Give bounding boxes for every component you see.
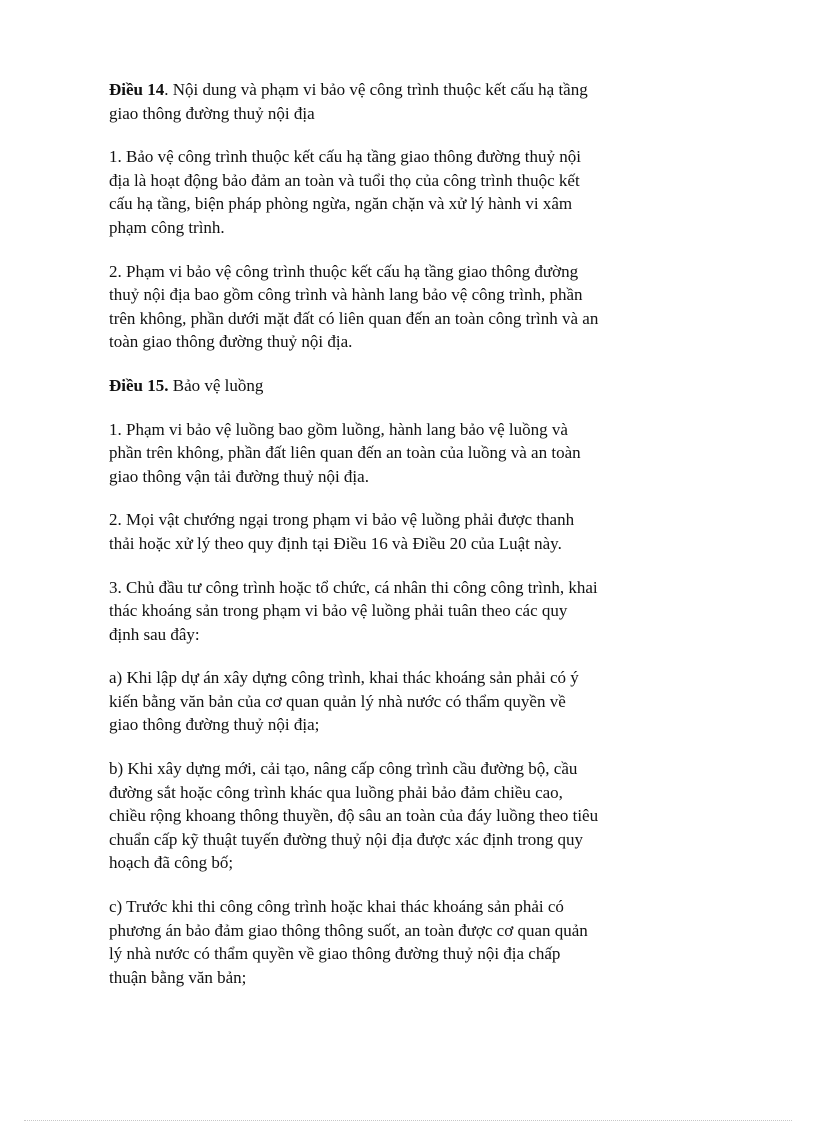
article-15-title: Bảo vệ luồng <box>168 375 264 395</box>
article-14-title: . Nội dung và phạm vi bảo vệ công trình thuộc kết cấu hạ tầng giao thông đường thuỷ nội địa <box>109 80 588 123</box>
article-15-point-a: a) Khi lập dự án xây dựng công trình, khai thác khoáng sản phải có ý kiến bằng văn bản của cơ quan quản lý nhà nước có thẩm quyền về giao thông đường thuỷ nội địa; <box>109 668 579 735</box>
article-14-heading <box>109 78 599 125</box>
article-15-label: Điều 15. <box>109 375 169 395</box>
article-14-clause-1: 1. Bảo vệ công trình thuộc kết cấu hạ tầng giao thông đường thuỷ nội địa là hoạt động bảo đảm an toàn và tuổi thọ của công trình thuộc kết cấu hạ tầng, biện pháp phòng ngừa, ngăn chặn và xử lý hành vi xâm phạm công trình. <box>109 147 581 237</box>
document-body <box>109 78 599 1009</box>
page-bottom-divider <box>24 1120 792 1121</box>
article-15-point-c: c) Trước khi thi công công trình hoặc khai thác khoáng sản phải có phương án bảo đảm giao thông thông suốt, an toàn được cơ quan quản lý nhà nước có thẩm quyền về giao thông đường thuỷ nội địa chấp thuận bằng văn bản; <box>109 897 588 987</box>
article-15-heading <box>109 374 599 398</box>
article-15-clause-1: 1. Phạm vi bảo vệ luồng bao gồm luồng, hành lang bảo vệ luồng và phần trên không, phần đất liên quan đến an toàn của luồng và an toàn giao thông vận tải đường thuỷ nội địa. <box>109 419 581 486</box>
article-15-point-b: b) Khi xây dựng mới, cải tạo, nâng cấp công trình cầu đường bộ, cầu đường sắt hoặc công trình khác qua luồng phải bảo đảm chiều cao, chiều rộng khoang thông thuyền, độ sâu an toàn của đáy luồng theo tiêu chuẩn cấp kỹ thuật tuyến đường thuỷ nội địa được xác định trong quy hoạch đã công bố; <box>109 759 599 873</box>
article-14-label: Điều 14 <box>109 80 165 99</box>
article-14-clause-2: 2. Phạm vi bảo vệ công trình thuộc kết cấu hạ tầng giao thông đường thuỷ nội địa bao gồm công trình và hành lang bảo vệ công trình, phần trên không, phần dưới mặt đất có liên quan đến an toàn công trình và an toàn giao thông đường thuỷ nội địa. <box>109 261 599 352</box>
article-15-clause-3: 3. Chủ đầu tư công trình hoặc tổ chức, cá nhân thi công công trình, khai thác khoáng sản trong phạm vi bảo vệ luồng phải tuân theo các quy định sau đây: <box>109 577 598 644</box>
article-15-clause-2: 2. Mọi vật chướng ngại trong phạm vi bảo vệ luồng phải được thanh thải hoặc xử lý theo quy định tại Điều 16 và Điều 20 của Luật này. <box>109 510 575 553</box>
